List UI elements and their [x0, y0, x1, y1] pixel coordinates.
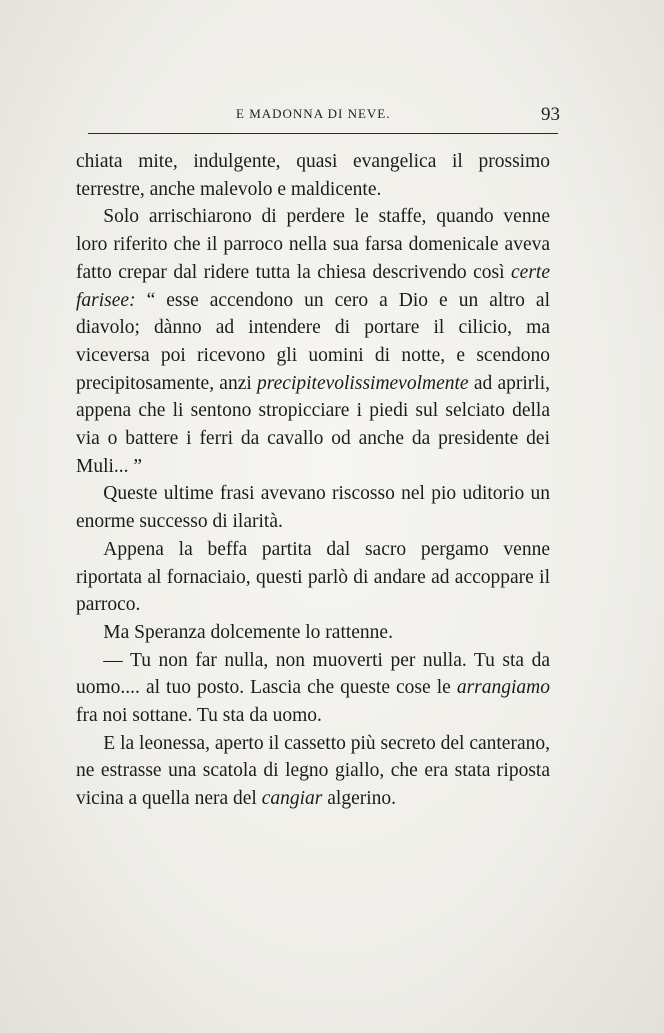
paragraph-2: Solo arrischiarono di perdere le staffe, quando venne loro riferito che il parroco nella sua farsa domenicale aveva fatto crepar dal ridere tutta la chiesa descrivendo così certe farisee: “ esse accendono un cero a Dio e un altro al diavolo; dànno ad intendere di portare il cilicio, ma viceversa poi ricevono gli uomini di notte, e scendono precipitosamente, anzi precipitevolissimevolmente ad aprirli, appena che li sentono stropicciare i piedi sul selciato della via o battere i ferri da cavallo od anche da presidente dei Muli... ” — [76, 206, 550, 477]
paragraph-6: — Tu non far nulla, non muoverti per nulla. Tu sta da uomo.... al tuo posto. Lascia che queste cose le arrangiamo fra noi sottane. Tu sta da uomo. — [76, 649, 550, 727]
italic-phrase: certe farisee: — [76, 261, 550, 311]
paragraph-1: chiata mite, indulgente, quasi evangelica il prossimo terrestre, anche malevolo e maldicente. — [76, 151, 550, 200]
body-text — [76, 148, 550, 813]
page-number: 93 — [541, 104, 560, 125]
italic-word: precipitevolissimevolmente — [257, 372, 469, 394]
paragraph-4: Appena la beffa partita dal sacro pergamo venne riportata al fornaciaio, questi parlò di andare ad accoppare il parroco. — [76, 538, 550, 616]
italic-word: arrangiamo — [456, 677, 550, 699]
paragraph-7: E la leonessa, aperto il cassetto più secreto del canterano, ne estrasse una scatola di legno giallo, che era stata riposta vicina a quella nera del cangiar algerino. — [76, 732, 550, 810]
running-title: E MADONNA DI NEVE. — [236, 106, 391, 121]
paragraph-5: Ma Speranza dolcemente lo rattenne. — [103, 621, 393, 643]
italic-word: cangiar — [261, 788, 323, 810]
header-rule — [88, 133, 558, 134]
paragraph-3: Queste ultime frasi avevano riscosso nel pio uditorio un enorme successo di ilarità. — [76, 483, 550, 533]
page-header — [90, 104, 560, 128]
